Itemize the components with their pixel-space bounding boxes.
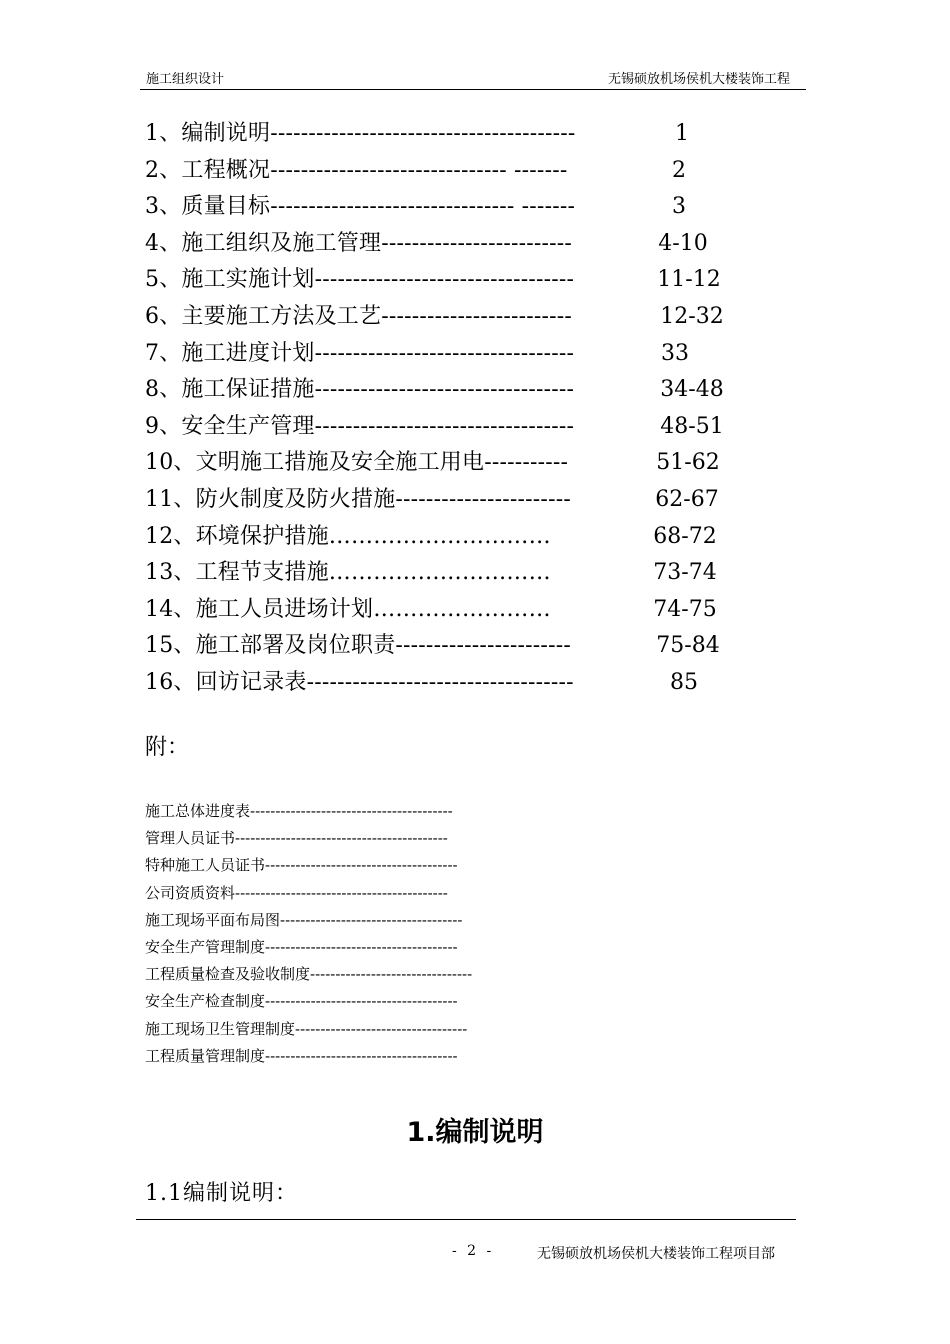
toc-entry	[145, 482, 765, 519]
appendix-item: 施工现场卫生管理制度----------------------------------	[145, 1019, 468, 1038]
toc-entry-title: 11、防火制度及防火措施-----------------------	[145, 486, 571, 512]
toc-entry	[145, 336, 765, 373]
toc-entry	[145, 445, 765, 482]
toc-entry	[145, 153, 765, 190]
header-rule	[140, 89, 806, 90]
header-project-name: 无锡硕放机场侯机大楼装饰工程	[607, 72, 790, 87]
toc-entry-title: 5、施工实施计划----------------------------------	[145, 267, 575, 293]
appendix-list	[145, 798, 472, 1070]
appendix-item: 安全生产管理制度--------------------------------------	[145, 937, 458, 956]
toc-entry	[145, 665, 765, 702]
toc-entry-title: 6、主要施工方法及工艺-------------------------	[145, 303, 573, 329]
toc-entry	[145, 372, 765, 409]
toc-entry	[145, 519, 765, 556]
toc-entry-page: 74-75	[653, 596, 717, 622]
toc-entry-title: 14、施工人员进场计划……………………	[145, 596, 551, 622]
appendix-item: 管理人员证书------------------------------------------	[145, 829, 448, 848]
toc-entry-page: 1	[675, 121, 689, 146]
toc-entry-title: 12、环境保护措施…………………………	[145, 523, 551, 549]
page-number: - 2 -	[452, 1243, 495, 1259]
appendix-title: 附：	[145, 735, 190, 760]
subsection-title: 1.1编制说明：	[145, 1181, 298, 1206]
toc-entry-page: 62-67	[655, 486, 719, 512]
footer-organization: 无锡硕放机场侯机大楼装饰工程项目部	[537, 1246, 775, 1262]
toc-entry-page: 75-84	[656, 633, 720, 659]
toc-entry-title: 9、安全生产管理----------------------------------	[145, 413, 575, 439]
toc-entry	[145, 262, 765, 299]
toc-entry-title: 4、施工组织及施工管理-------------------------	[145, 230, 573, 256]
toc-entry	[145, 592, 765, 629]
toc-entry	[145, 628, 765, 665]
appendix-item: 工程质量检查及验收制度--------------------------------	[145, 965, 473, 984]
section-title: 1.编制说明	[406, 1117, 544, 1148]
toc-entry-page: 2	[672, 157, 686, 183]
appendix-item: 施工现场平面布局图------------------------------------	[145, 910, 463, 929]
toc-entry-title: 13、工程节支措施…………………………	[145, 560, 551, 586]
toc-entry-page: 51-62	[656, 450, 720, 476]
toc-entry-page: 12-32	[660, 303, 724, 329]
toc-entry	[145, 299, 765, 336]
toc-entry-page: 73-74	[653, 560, 717, 586]
appendix-item: 工程质量管理制度--------------------------------------	[145, 1046, 458, 1065]
toc-entry-page: 48-51	[660, 413, 724, 439]
toc-entry-page: 3	[672, 194, 686, 220]
footer-rule	[136, 1219, 796, 1220]
toc-entry-page: 33	[661, 340, 689, 366]
toc-entry-title: 16、回访记录表-----------------------------------	[145, 669, 574, 695]
toc-entry-page: 4-10	[658, 230, 708, 256]
appendix-item: 特种施工人员证书--------------------------------------	[145, 856, 458, 875]
header-document-type: 施工组织设计	[146, 72, 225, 87]
appendix-item: 公司资质资料------------------------------------------	[145, 883, 448, 902]
toc-entry-page: 34-48	[660, 377, 724, 403]
toc-entry-title: 10、文明施工措施及安全施工用电-----------	[145, 450, 569, 476]
toc-entry-title: 15、施工部署及岗位职责-----------------------	[145, 633, 571, 659]
table-of-contents	[145, 116, 765, 702]
toc-entry-page: 68-72	[653, 523, 717, 549]
toc-entry-page: 11-12	[657, 267, 721, 293]
toc-entry	[145, 409, 765, 446]
appendix-item: 安全生产检查制度--------------------------------------	[145, 992, 458, 1011]
toc-entry	[145, 116, 765, 153]
toc-entry-title: 3、质量目标-------------------------------- -------	[145, 194, 576, 220]
toc-entry-title: 8、施工保证措施----------------------------------	[145, 377, 575, 403]
appendix-item: 施工总体进度表----------------------------------------	[145, 802, 453, 820]
toc-entry	[145, 555, 765, 592]
toc-entry-title: 1、编制说明----------------------------------------	[145, 121, 576, 146]
toc-entry-page: 85	[670, 669, 698, 695]
toc-entry	[145, 189, 765, 226]
toc-entry-title: 7、施工进度计划----------------------------------	[145, 340, 575, 366]
toc-entry	[145, 226, 765, 263]
toc-entry-title: 2、工程概况------------------------------- -------	[145, 157, 568, 183]
